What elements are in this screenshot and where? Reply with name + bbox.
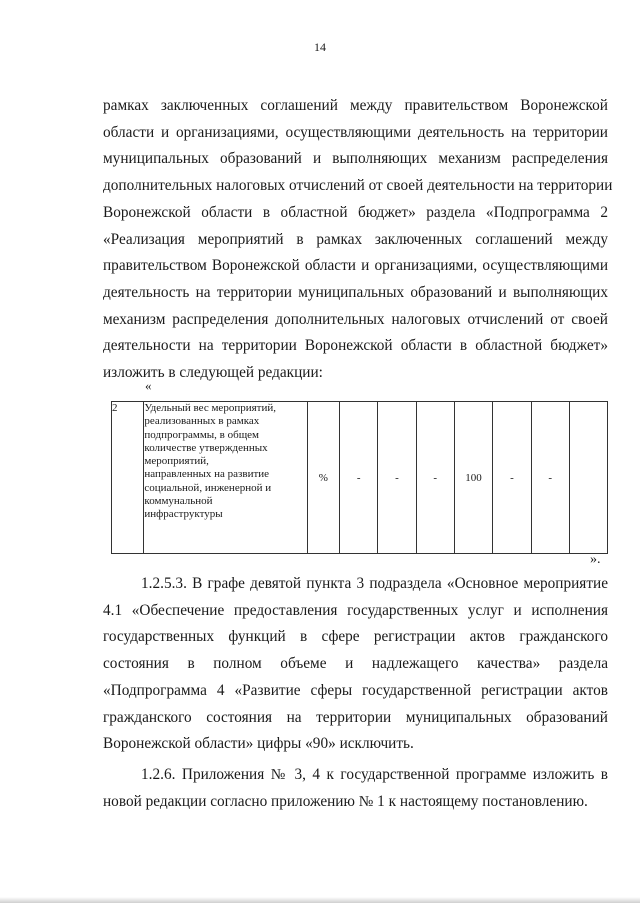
indicator-name-line: инфраструктуры	[144, 508, 223, 521]
text-line: «Подпрограмма 4 «Развитие сферы государственной регистрации актов	[103, 681, 608, 699]
text-line: государственных функций в сфере регистрации актов гражданского	[103, 628, 608, 646]
text-line: новой редакции согласно приложению № 1 к настоящему постановлению.	[103, 792, 588, 810]
value-cell: -	[416, 402, 454, 554]
value-cell: -	[531, 402, 569, 554]
indicator-name-line: направленных на развитие	[144, 468, 270, 481]
page-number: 14	[314, 40, 326, 54]
table-row	[112, 402, 608, 554]
indicator-name-line: коммунальной	[144, 495, 213, 508]
page-edge-shadow	[0, 897, 640, 903]
open-quote: «	[145, 378, 152, 393]
text-line: Воронежской области» цифры «90» исключить.	[103, 735, 414, 753]
text-line: гражданского состояния на территории муниципальных образований	[103, 708, 608, 726]
text-line: деятельности на территории Воронежской области в областной бюджет»	[103, 337, 608, 355]
paragraph-amendment-1-2-6	[103, 762, 608, 815]
text-line: изложить в следующей редакции:	[103, 364, 323, 382]
text-line: Воронежской области в областной бюджет» раздела «Подпрограмма 2	[103, 203, 608, 221]
row-number-cell: 2	[112, 402, 144, 554]
text-line: состояния в полном объеме и надлежащего качества» раздела	[103, 655, 608, 673]
value-cell: -	[493, 402, 531, 554]
text-line: области и организациями, осуществляющими деятельность на территории	[103, 123, 608, 141]
value-cell	[569, 402, 607, 554]
indicator-name-line: мероприятий,	[144, 455, 209, 468]
text-line: 4.1 «Обеспечение предоставления государственных услуг и исполнения	[103, 601, 608, 619]
paragraph-amendment-1-2-5-3	[103, 571, 608, 758]
text-line: рамках заключенных соглашений между правительством Воронежской	[103, 97, 608, 114]
text-line: деятельность на территории муниципальных образований и выполняющих	[103, 283, 608, 301]
text-line: дополнительных налоговых отчислений от своей деятельности на территории	[103, 177, 613, 195]
indicator-name-line: социальной, инженерной и	[144, 481, 272, 494]
indicator-name-line: количестве утвержденных	[144, 441, 268, 454]
text-line: муниципальных образований и выполняющих механизм распределения	[103, 150, 608, 168]
text-line: 1.2.6. Приложения № 3, 4 к государственной программе изложить в	[141, 766, 608, 783]
value-cell: -	[340, 402, 378, 554]
text-line: 1.2.5.3. В графе девятой пункта 3 подраздела «Основное мероприятие	[141, 575, 608, 592]
indicator-name-line: Удельный вес мероприятий,	[144, 402, 276, 414]
indicator-table	[111, 401, 608, 554]
indicator-name-line: реализованных в рамках	[144, 415, 260, 428]
text-line: механизм распределения дополнительных налоговых отчислений от своей	[103, 310, 608, 328]
value-cell: -	[378, 402, 416, 554]
paragraph-intro	[103, 93, 613, 387]
text-line: правительством Воронежской области и организациями, осуществляющими	[103, 257, 608, 275]
text-line: «Реализация мероприятий в рамках заключенных соглашений между	[103, 230, 608, 248]
value-cell: 100	[454, 402, 493, 554]
indicator-name-cell	[144, 402, 307, 554]
close-quote: ».	[590, 552, 601, 567]
indicator-name-line: подпрограммы, в общем	[144, 428, 260, 441]
unit-cell: %	[307, 402, 340, 554]
